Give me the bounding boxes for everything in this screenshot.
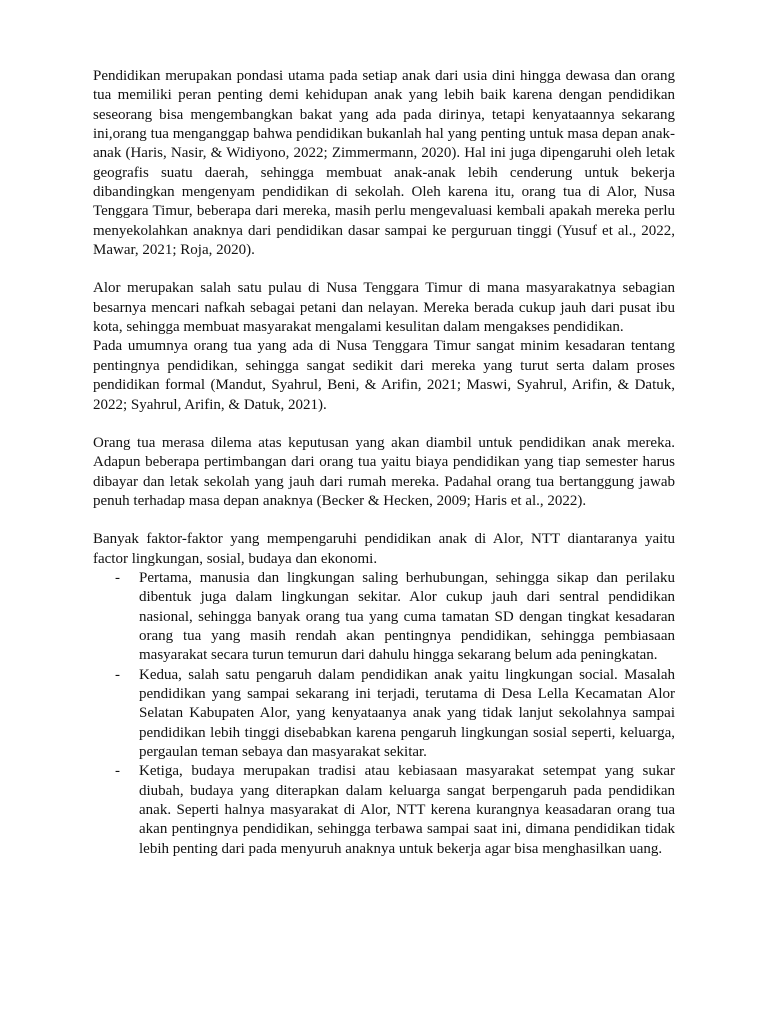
list-item <box>93 569 675 666</box>
list-item <box>93 762 675 859</box>
paragraph-parents-dilemma: Orang tua merasa dilema atas keputusan yang akan diambil untuk pendidikan anak mereka. Adapun beberapa pertimbangan dari orang tua yaitu biaya pendidikan yang tiap semester harus dibayar dan letak sekolah yang jauh dari rumah mereka. Padahal orang tua bertanggung jawab penuh terhadap masa depan anaknya (Becker & Hecken, 2009; Haris et al., 2022). <box>93 434 675 509</box>
document-page <box>93 67 675 859</box>
list-item <box>93 666 675 763</box>
list-item-text: Pertama, manusia dan lingkungan saling berhubungan, sehingga sikap dan perilaku dibentuk juga dalam lingkungan sekitar. Alor cukup jauh dari sentral pendidikan nasional, sehingga banyak orang tua yang cuma tamatan SD dengan tingkat kesadaran orang tua yang masih rendah akan pentingnya pendidikan, sehingga pembiasaan masyarakat secara turun temurun dari dahulu hingga sekarang belum ada peningkatan. <box>139 569 675 664</box>
paragraph-alor: Alor merupakan salah satu pulau di Nusa Tenggara Timur di mana masyarakatnya sebagian besarnya mencari nafkah sebagai petani dan nelayan. Mereka berada cukup jauh dari pusat ibu kota, sehingga membuat masyarakat mengalami kesulitan dalam mengakses pendidikan. <box>93 280 675 336</box>
factor-list <box>93 569 675 859</box>
list-marker: - <box>115 569 120 586</box>
paragraph-ntt-awareness: Pada umumnya orang tua yang ada di Nusa Tenggara Timur sangat minim kesadaran tentang pentingnya pendidikan, sehingga sangat sedikit dari mereka yang turut serta dalam proses pendidikan formal (Mandut, Syahrul, Beni, & Arifin, 2021; Maswi, Syahrul, Arifin, & Datuk, 2022; Syahrul, Arifin, & Datuk, 2021). <box>93 338 675 413</box>
paragraph-intro: Pendidikan merupakan pondasi utama pada setiap anak dari usia dini hingga dewasa dan orang tua memiliki peran penting demi kehidupan anak yang lebih baik karena dengan pendidikan seseorang bisa mengembangkan bakat yang ada pada dirinya, tetapi kenyataannya sekarang ini,orang tua menganggap bahwa pendidikan bukanlah hal yang penting untuk masa depan anak-anak (Haris, Nasir, & Widiyono, 2022; Zimmermann, 2020). Hal ini juga dipengaruhi oleh letak geografis suatu daerah, sehingga membuat anak-anak lebih cenderung untuk bekerja dibandingkan mengenyam pendidikan di sekolah. Oleh karena itu, orang tua di Alor, Nusa Tenggara Timur, beberapa dari mereka, masih perlu mengevaluasi kembali apakah mereka perlu menyekolahkan anaknya dari pendidikan dasar sampai ke perguruan tinggi (Yusuf et al., 2022, Mawar, 2021; Roja, 2020). <box>93 68 675 259</box>
list-item-text: Ketiga, budaya merupakan tradisi atau kebiasaan masyarakat setempat yang sukar diubah, budaya yang diterapkan dalam keluarga sangat berpengaruh pada pendidikan anak. Seperti halnya masyarakat di Alor, NTT kerena kurangnya keasadaran orang tua akan pentingnya pendidikan, sehingga terbawa sampai saat ini, dimana pendidikan tidak lebih penting dari pada menyuruh anaknya untuk bekerja agar bisa menghasilkan uang. <box>139 763 675 857</box>
list-marker: - <box>115 666 120 683</box>
list-marker: - <box>115 763 120 780</box>
paragraph-factors: Banyak faktor-faktor yang mempengaruhi pendidikan anak di Alor, NTT diantaranya yaitu factor lingkungan, sosial, budaya dan ekonomi. <box>93 531 675 567</box>
list-item-text: Kedua, salah satu pengaruh dalam pendidikan anak yaitu lingkungan social. Masalah pendidikan yang sampai sekarang ini terjadi, terutama di Desa Lella Kecamatan Alor Selatan Kabupaten Alor, yang kenyataanya anak yang tidak lanjut sekolahnya sampai pendidikan lebih tinggi disebabkan karena pengaruh lingkungan sosial seperti, keluarga, pergaulan teman sebaya dan masyarakat sekitar. <box>139 666 675 760</box>
